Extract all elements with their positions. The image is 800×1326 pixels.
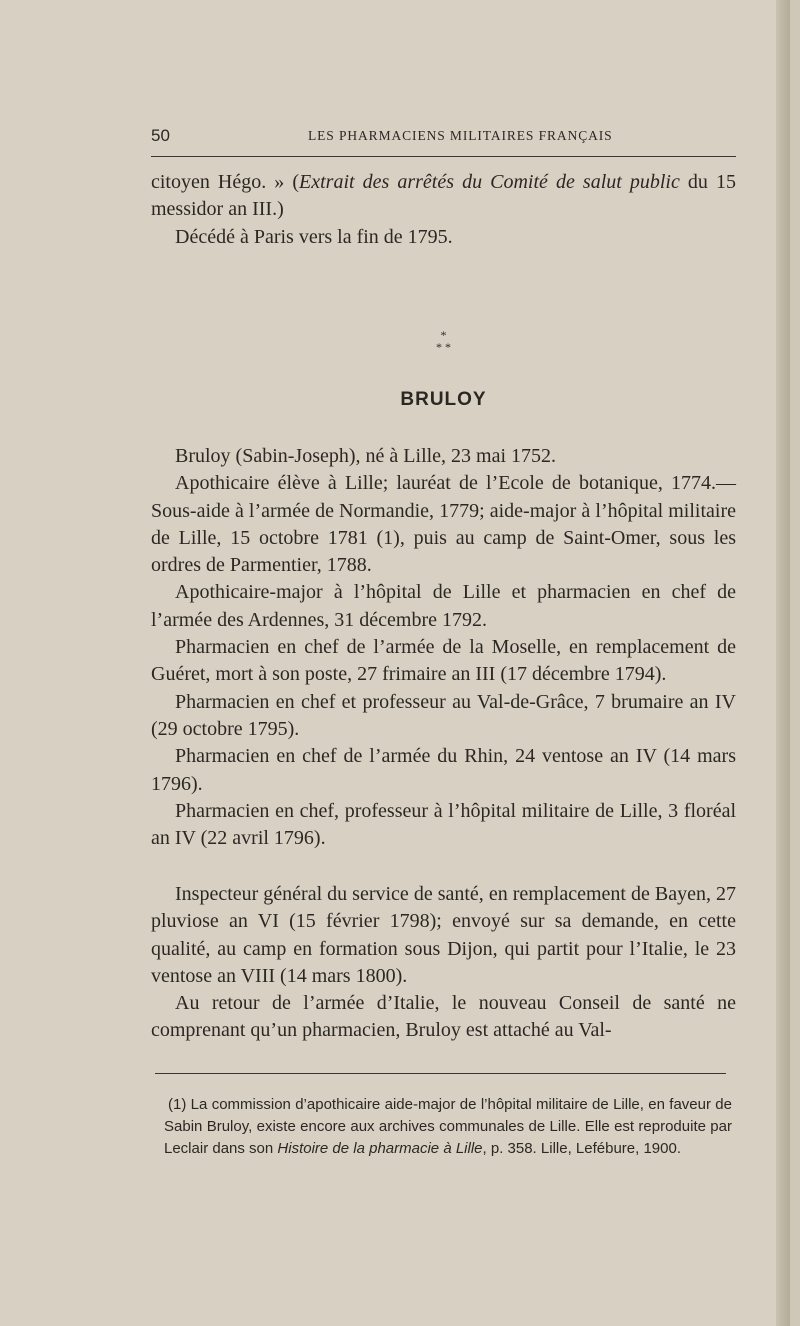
page-header [151,126,736,157]
footnote-text: (1) La commission d’apothicaire aide-major de l’hôpital militaire de Lille, en faveur de Sabin Bruloy, existe encore aux archives communales de Lille. Elle est reproduite par Leclair dans son Histoire de la pharmacie à Lille, p. 358. Lille, Lefébure, 1900. [164,1096,732,1157]
page-edge [776,0,790,1326]
page-number: 50 [151,126,170,145]
entry-paragraph: Pharmacien en chef de l’armée de la Moselle, en remplacement de Guéret, mort à son poste, 27 frimaire an III (17 décembre 1794). [151,636,736,686]
entry-body-continued [151,881,736,1045]
footnote [164,1094,732,1159]
entry-title: BRULOY [400,389,487,410]
intro-death: Décédé à Paris vers la fin de 1795. [175,225,453,248]
footnote-rule [155,1073,726,1074]
section-separator [151,329,736,353]
separator-star-top: * [440,328,447,342]
entry-paragraph: Apothicaire-major à l’hôpital de Lille et pharmacien en chef de l’armée des Ardennes, 31 décembre 1792. [151,581,736,631]
entry-body [151,443,736,852]
entry-paragraph: Pharmacien en chef, professeur à l’hôpital militaire de Lille, 3 floréal an IV (22 avril 1796). [151,799,736,850]
entry-paragraph: Pharmacien en chef et professeur au Val-de-Grâce, 7 brumaire an IV (29 octobre 1795). [151,690,736,740]
entry-paragraph: Au retour de l’armée d’Italie, le nouveau Conseil de santé ne comprenant qu’un pharmacien, Bruloy est attaché au Val- [151,992,736,1042]
separator-star-bottom: * * [436,340,451,354]
running-title: LES PHARMACIENS MILITAIRES FRANÇAIS [308,128,613,143]
intro-citation: citoyen Hégo. » (Extrait des arrêtés du Comité de salut public du 15 messidor an III.) [151,171,736,221]
entry-paragraph: Apothicaire élève à Lille; lauréat de l’Ecole de botanique, 1774.— Sous-aide à l’armée de Normandie, 1779; aide-major à l’hôpital militaire de Lille, 15 octobre 1781 (1), puis au camp de Saint-Omer, sous les ordres de Parmentier, 1788. [151,472,736,577]
entry-paragraph: Inspecteur général du service de santé, en remplacement de Bayen, 27 pluviose an VI (15 février 1798); envoyé sur sa demande, en cette qualité, au camp en formation sous Dijon, qui partit pour l’Italie, le 23 ventose an VIII (14 mars 1800). [151,883,736,987]
entry-paragraph: Bruloy (Sabin-Joseph), né à Lille, 23 mai 1752. [175,445,557,467]
entry-paragraph: Pharmacien en chef de l’armée du Rhin, 24 ventose an IV (14 mars 1796). [151,745,736,795]
intro-text [151,169,736,251]
